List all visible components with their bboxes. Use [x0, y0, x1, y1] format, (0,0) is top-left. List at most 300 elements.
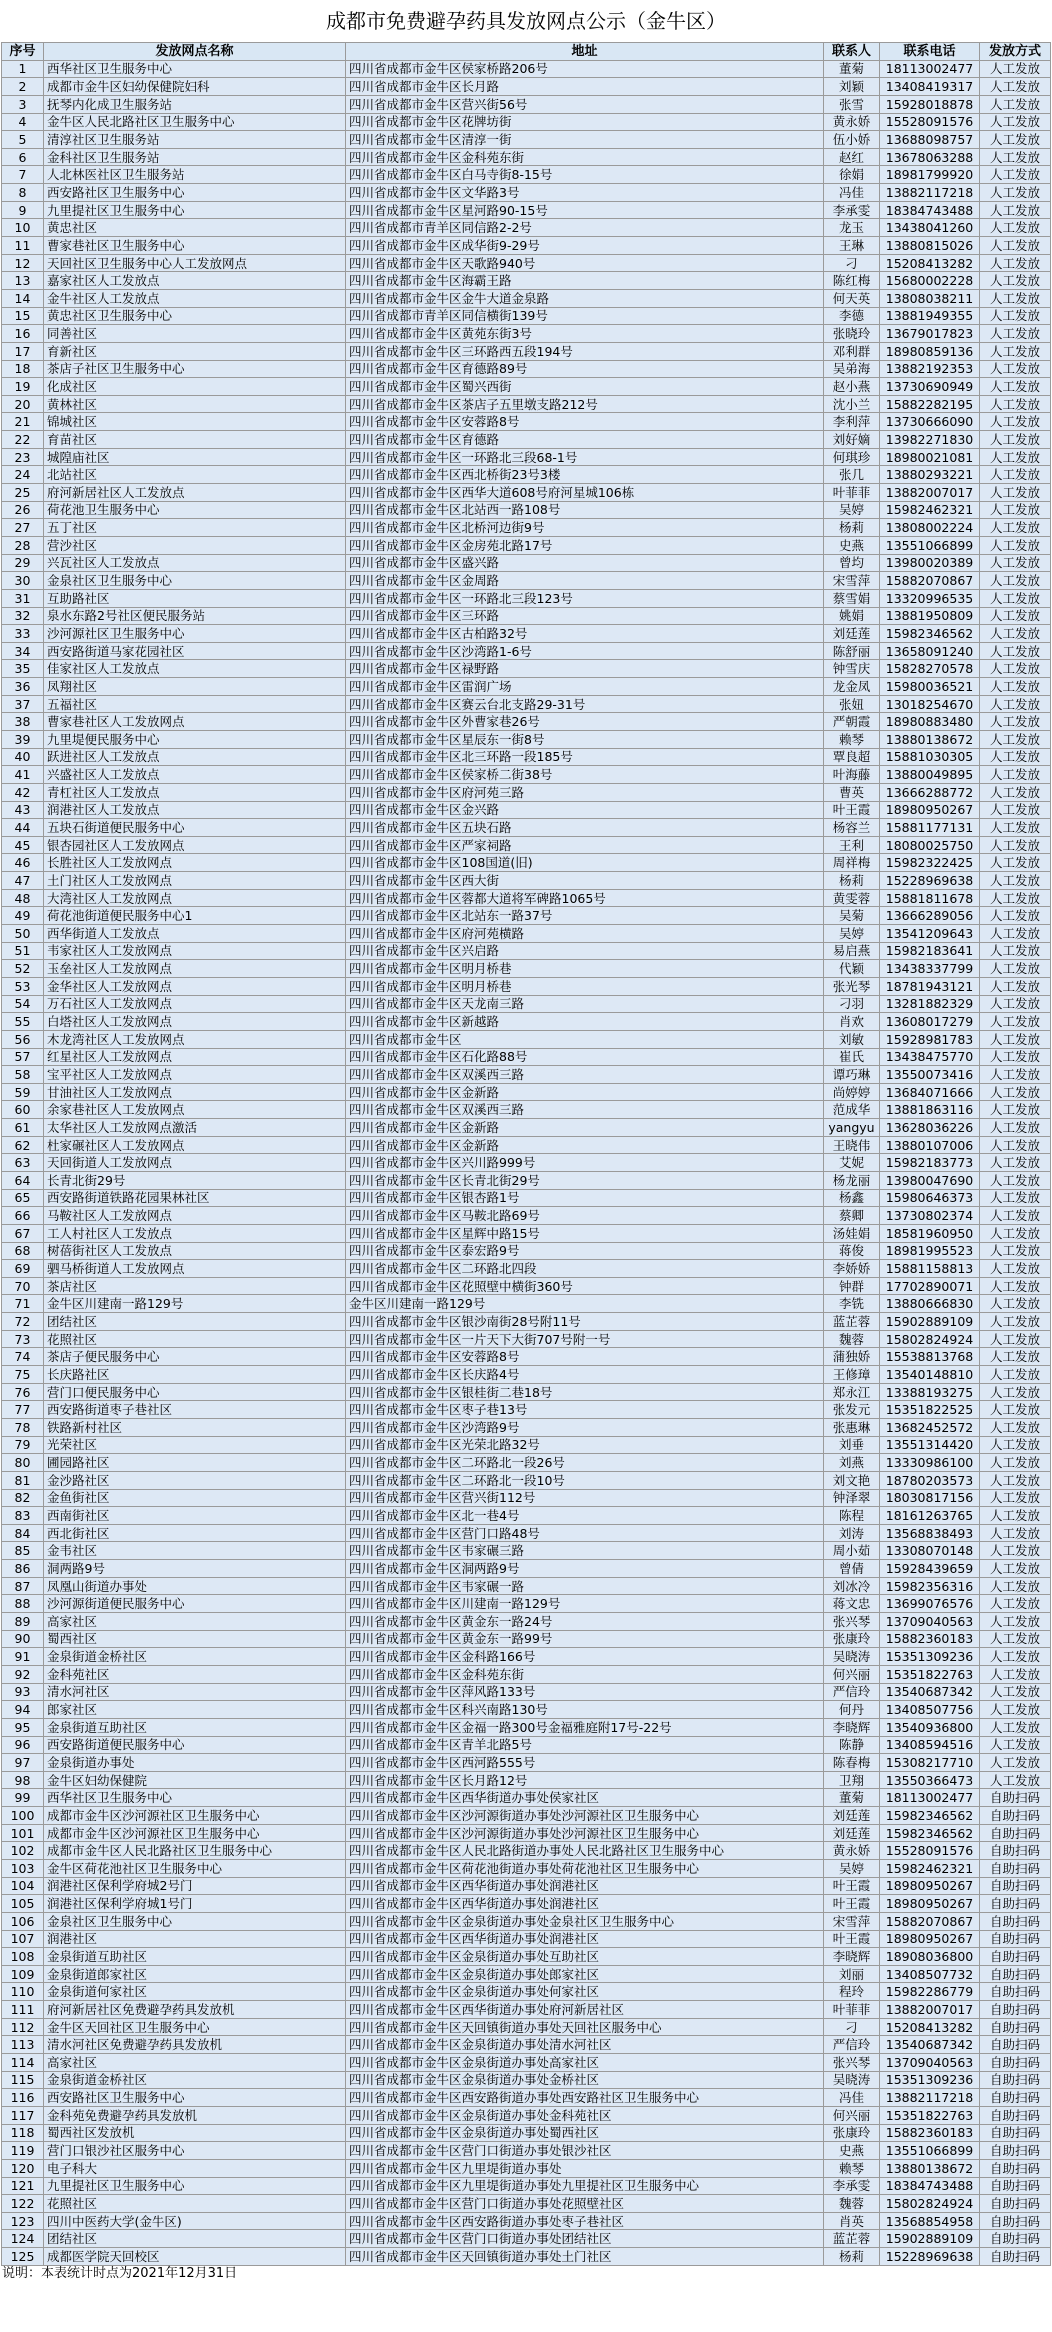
- table-row: [2, 2212, 1051, 2230]
- cell-contact: 何琪珍: [824, 448, 880, 466]
- cell-method: 人工发放: [980, 730, 1051, 748]
- cell-contact: 覃良超: [824, 748, 880, 766]
- cell-phone: 13540148810: [880, 1366, 980, 1384]
- cell-point-name: 茶店子便民服务中心: [44, 1348, 346, 1366]
- cell-index: 27: [2, 519, 44, 537]
- cell-phone: 13808002224: [880, 519, 980, 537]
- cell-phone: 15982462321: [880, 501, 980, 519]
- table-row: [2, 1313, 1051, 1331]
- table-row: [2, 1489, 1051, 1507]
- table-row: [2, 1048, 1051, 1066]
- cell-contact: 冯佳: [824, 2089, 880, 2107]
- cell-address: 四川省成都市青羊区同信路2-2号: [346, 219, 824, 237]
- cell-address: 四川省成都市金牛区三环路: [346, 607, 824, 625]
- cell-index: 99: [2, 1789, 44, 1807]
- table-row: [2, 1912, 1051, 1930]
- cell-phone: 13808038211: [880, 289, 980, 307]
- cell-contact: 伍小娇: [824, 131, 880, 149]
- cell-method: 人工发放: [980, 1613, 1051, 1631]
- cell-address: 四川省成都市金牛区银桂街二巷18号: [346, 1383, 824, 1401]
- table-row: [2, 1366, 1051, 1384]
- table-row: [2, 184, 1051, 202]
- cell-method: 人工发放: [980, 1701, 1051, 1719]
- cell-method: 人工发放: [980, 1154, 1051, 1172]
- cell-contact: 尚婷婷: [824, 1083, 880, 1101]
- cell-phone: 15881811678: [880, 889, 980, 907]
- cell-address: 四川省成都市金牛区西华街道办事处侯家社区: [346, 1789, 824, 1807]
- cell-method: 人工发放: [980, 1277, 1051, 1295]
- cell-point-name: 清水河社区免费避孕药具发放机: [44, 2036, 346, 2054]
- cell-address: 四川省成都市金牛区金科路166号: [346, 1648, 824, 1666]
- table-row: [2, 2054, 1051, 2072]
- cell-contact: 吴晓涛: [824, 1648, 880, 1666]
- cell-method: 人工发放: [980, 801, 1051, 819]
- cell-point-name: 西华街道人工发放点: [44, 925, 346, 943]
- table-row: [2, 148, 1051, 166]
- cell-phone: 15528091576: [880, 113, 980, 131]
- cell-index: 41: [2, 766, 44, 784]
- cell-address: 四川省成都市金牛区韦家碾三路: [346, 1542, 824, 1560]
- cell-contact: 钟雪庆: [824, 660, 880, 678]
- table-row: [2, 554, 1051, 572]
- cell-index: 6: [2, 148, 44, 166]
- cell-contact: 叶菲菲: [824, 484, 880, 502]
- cell-method: 人工发放: [980, 448, 1051, 466]
- cell-contact: 叶王霞: [824, 801, 880, 819]
- table-row: [2, 1013, 1051, 1031]
- cell-method: 人工发放: [980, 836, 1051, 854]
- cell-method: 自助扫码: [980, 2142, 1051, 2160]
- cell-phone: 15980036521: [880, 678, 980, 696]
- table-header-row: [2, 43, 1051, 61]
- cell-method: 人工发放: [980, 378, 1051, 396]
- cell-contact: 刁: [824, 2018, 880, 2036]
- cell-address: 四川省成都市金牛区西安路街道办事处西安路社区卫生服务中心: [346, 2089, 824, 2107]
- cell-contact: 张光琴: [824, 977, 880, 995]
- cell-point-name: 沙河源社区卫生服务中心: [44, 625, 346, 643]
- cell-index: 21: [2, 413, 44, 431]
- cell-address: 四川省成都市金牛区雷润广场: [346, 678, 824, 696]
- table-row: [2, 889, 1051, 907]
- cell-method: 自助扫码: [980, 2054, 1051, 2072]
- cell-index: 75: [2, 1366, 44, 1384]
- cell-address: 四川省成都市金牛区侯家桥二街38号: [346, 766, 824, 784]
- cell-address: 四川省成都市金牛区兴川路999号: [346, 1154, 824, 1172]
- cell-phone: 13438475770: [880, 1048, 980, 1066]
- table-row: [2, 1824, 1051, 1842]
- cell-index: 45: [2, 836, 44, 854]
- cell-contact: 曾倩: [824, 1560, 880, 1578]
- cell-point-name: 韦家社区人工发放网点: [44, 942, 346, 960]
- cell-index: 30: [2, 572, 44, 590]
- cell-phone: 15351822763: [880, 1665, 980, 1683]
- cell-index: 31: [2, 589, 44, 607]
- cell-index: 17: [2, 342, 44, 360]
- cell-method: 自助扫码: [980, 2124, 1051, 2142]
- table-row: [2, 131, 1051, 149]
- cell-phone: 13388193275: [880, 1383, 980, 1401]
- cell-contact: 代颖: [824, 960, 880, 978]
- cell-index: 72: [2, 1313, 44, 1331]
- table-row: [2, 1418, 1051, 1436]
- cell-address: 四川省成都市金牛区川建南一路129号: [346, 1595, 824, 1613]
- cell-index: 63: [2, 1154, 44, 1172]
- cell-address: 四川省成都市金牛区北三环路一段185号: [346, 748, 824, 766]
- cell-contact: 何兴丽: [824, 1665, 880, 1683]
- cell-address: 四川省成都市金牛区天回镇街道办事处土门社区: [346, 2248, 824, 2266]
- cell-contact: 刘丽: [824, 1965, 880, 1983]
- table-row: [2, 272, 1051, 290]
- cell-address: 四川省成都市金牛区赛云台北支路29-31号: [346, 695, 824, 713]
- cell-contact: 黄永娇: [824, 1842, 880, 1860]
- table-row: [2, 589, 1051, 607]
- cell-phone: 18981799920: [880, 166, 980, 184]
- cell-phone: 15902889109: [880, 1313, 980, 1331]
- cell-phone: 13709040563: [880, 2054, 980, 2072]
- cell-phone: 18980883480: [880, 713, 980, 731]
- cell-contact: 沈小兰: [824, 395, 880, 413]
- cell-contact: 吴菊: [824, 907, 880, 925]
- cell-index: 55: [2, 1013, 44, 1031]
- cell-point-name: 高家社区: [44, 2054, 346, 2072]
- cell-point-name: 荷花池街道便民服务中心1: [44, 907, 346, 925]
- cell-contact: 陈程: [824, 1507, 880, 1525]
- cell-index: 84: [2, 1524, 44, 1542]
- table-row: [2, 342, 1051, 360]
- cell-phone: 13628036226: [880, 1119, 980, 1137]
- cell-contact: 宋雪萍: [824, 1912, 880, 1930]
- cell-point-name: 宝平社区人工发放网点: [44, 1066, 346, 1084]
- cell-phone: 13568838493: [880, 1524, 980, 1542]
- cell-phone: 15881177131: [880, 819, 980, 837]
- cell-index: 96: [2, 1736, 44, 1754]
- cell-method: 人工发放: [980, 1683, 1051, 1701]
- cell-point-name: 金泉社区卫生服务中心: [44, 572, 346, 590]
- cell-phone: 13678063288: [880, 148, 980, 166]
- cell-index: 87: [2, 1577, 44, 1595]
- cell-phone: 13666288772: [880, 783, 980, 801]
- table-row: [2, 1295, 1051, 1313]
- cell-point-name: 茶店社区: [44, 1277, 346, 1295]
- cell-phone: 15882360183: [880, 1630, 980, 1648]
- cell-contact: yangyu: [824, 1119, 880, 1137]
- cell-method: 自助扫码: [980, 1807, 1051, 1825]
- cell-point-name: 西安路街道便民服务中心: [44, 1736, 346, 1754]
- cell-phone: 18113002477: [880, 1789, 980, 1807]
- cell-index: 121: [2, 2177, 44, 2195]
- cell-method: 自助扫码: [980, 1965, 1051, 1983]
- cell-method: 人工发放: [980, 1436, 1051, 1454]
- cell-point-name: 甘油社区人工发放网点: [44, 1083, 346, 1101]
- cell-contact: 吴弟海: [824, 360, 880, 378]
- cell-point-name: 西安路街道枣子巷社区: [44, 1401, 346, 1419]
- cell-point-name: 九里堤便民服务中心: [44, 730, 346, 748]
- table-row: [2, 1471, 1051, 1489]
- cell-point-name: 府河新居社区免费避孕药具发放机: [44, 2001, 346, 2019]
- cell-phone: 15982183773: [880, 1154, 980, 1172]
- cell-index: 44: [2, 819, 44, 837]
- cell-index: 36: [2, 678, 44, 696]
- cell-point-name: 金韦社区: [44, 1542, 346, 1560]
- cell-index: 52: [2, 960, 44, 978]
- cell-address: 四川省成都市金牛区石化路88号: [346, 1048, 824, 1066]
- cell-address: 四川省成都市金牛区营门口街道办事处银沙社区: [346, 2142, 824, 2160]
- cell-address: 四川省成都市金牛区成华街9-29号: [346, 237, 824, 255]
- cell-phone: 18980950267: [880, 1930, 980, 1948]
- cell-point-name: 润港社区: [44, 1930, 346, 1948]
- cell-point-name: 抚琴内化成卫生服务站: [44, 95, 346, 113]
- cell-phone: 15928439659: [880, 1560, 980, 1578]
- cell-index: 124: [2, 2230, 44, 2248]
- cell-point-name: 金牛区川建南一路129号: [44, 1295, 346, 1313]
- cell-method: 人工发放: [980, 819, 1051, 837]
- cell-address: 四川省成都市金牛区双溪西三路: [346, 1101, 824, 1119]
- table-row: [2, 977, 1051, 995]
- cell-contact: 张康玲: [824, 2124, 880, 2142]
- cell-index: 119: [2, 2142, 44, 2160]
- cell-point-name: 花照社区: [44, 1330, 346, 1348]
- cell-contact: 王利: [824, 836, 880, 854]
- cell-method: 人工发放: [980, 1136, 1051, 1154]
- cell-index: 70: [2, 1277, 44, 1295]
- cell-point-name: 营门口便民服务中心: [44, 1383, 346, 1401]
- cell-index: 80: [2, 1454, 44, 1472]
- table-row: [2, 1630, 1051, 1648]
- cell-contact: 刘文艳: [824, 1471, 880, 1489]
- cell-point-name: 荷花池卫生服务中心: [44, 501, 346, 519]
- cell-phone: 15982286779: [880, 1983, 980, 2001]
- cell-method: 人工发放: [980, 872, 1051, 890]
- cell-method: 人工发放: [980, 589, 1051, 607]
- table-row: [2, 1119, 1051, 1137]
- cell-phone: 13679017823: [880, 325, 980, 343]
- table-row: [2, 625, 1051, 643]
- cell-contact: 张雪: [824, 95, 880, 113]
- cell-contact: 赵红: [824, 148, 880, 166]
- cell-point-name: 成都市金牛区沙河源社区卫生服务中心: [44, 1824, 346, 1842]
- table-row: [2, 2001, 1051, 2019]
- table-row: [2, 254, 1051, 272]
- table-row: [2, 1507, 1051, 1525]
- cell-method: 人工发放: [980, 960, 1051, 978]
- cell-phone: 18113002477: [880, 60, 980, 78]
- cell-index: 9: [2, 201, 44, 219]
- cell-address: 四川省成都市金牛区北桥河边街9号: [346, 519, 824, 537]
- table-row: [2, 748, 1051, 766]
- table-row: [2, 1224, 1051, 1242]
- cell-method: 人工发放: [980, 166, 1051, 184]
- cell-phone: 13018254670: [880, 695, 980, 713]
- cell-index: 114: [2, 2054, 44, 2072]
- cell-address: 四川省成都市金牛区银杏路1号: [346, 1189, 824, 1207]
- cell-method: 人工发放: [980, 95, 1051, 113]
- cell-index: 19: [2, 378, 44, 396]
- cell-address: 四川省成都市金牛区一环路北三段68-1号: [346, 448, 824, 466]
- cell-contact: 杨莉: [824, 872, 880, 890]
- table-row: [2, 783, 1051, 801]
- cell-point-name: 互助路社区: [44, 589, 346, 607]
- cell-contact: 赖琴: [824, 730, 880, 748]
- cell-address: 四川省成都市金牛区马鞍北路69号: [346, 1207, 824, 1225]
- cell-contact: 李晓辉: [824, 1948, 880, 1966]
- cell-index: 74: [2, 1348, 44, 1366]
- cell-phone: 13880815026: [880, 237, 980, 255]
- cell-point-name: 凤翔社区: [44, 678, 346, 696]
- cell-index: 4: [2, 113, 44, 131]
- cell-phone: 13882117218: [880, 2089, 980, 2107]
- cell-method: 自助扫码: [980, 2089, 1051, 2107]
- cell-address: 四川省成都市金牛区长月路12号: [346, 1771, 824, 1789]
- cell-phone: 13880138672: [880, 2159, 980, 2177]
- cell-point-name: 金泉街道办事处: [44, 1754, 346, 1772]
- cell-method: 人工发放: [980, 1295, 1051, 1313]
- cell-phone: 18980950267: [880, 801, 980, 819]
- cell-phone: 13281882329: [880, 995, 980, 1013]
- cell-method: 人工发放: [980, 131, 1051, 149]
- cell-method: 自助扫码: [980, 2212, 1051, 2230]
- cell-address: 四川省成都市金牛区白马寺街8-15号: [346, 166, 824, 184]
- cell-point-name: 成都市金牛区沙河源社区卫生服务中心: [44, 1807, 346, 1825]
- cell-phone: 15882360183: [880, 2124, 980, 2142]
- cell-address: 四川省成都市金牛区营兴街56号: [346, 95, 824, 113]
- cell-index: 88: [2, 1595, 44, 1613]
- cell-method: 人工发放: [980, 113, 1051, 131]
- cell-index: 103: [2, 1859, 44, 1877]
- table-row: [2, 219, 1051, 237]
- table-row: [2, 1136, 1051, 1154]
- table-row: [2, 1648, 1051, 1666]
- cell-phone: 13540936800: [880, 1718, 980, 1736]
- cell-point-name: 清水河社区: [44, 1683, 346, 1701]
- cell-phone: 15802824924: [880, 1330, 980, 1348]
- cell-address: 四川省成都市金牛区安蓉路8号: [346, 1348, 824, 1366]
- cell-point-name: 西北街社区: [44, 1524, 346, 1542]
- cell-contact: 李德: [824, 307, 880, 325]
- cell-index: 46: [2, 854, 44, 872]
- cell-address: 四川省成都市金牛区银沙南街28号附11号: [346, 1313, 824, 1331]
- cell-phone: 18161263765: [880, 1507, 980, 1525]
- cell-point-name: 杜家碾社区人工发放网点: [44, 1136, 346, 1154]
- cell-index: 24: [2, 466, 44, 484]
- cell-index: 109: [2, 1965, 44, 1983]
- cell-method: 人工发放: [980, 1401, 1051, 1419]
- table-row: [2, 1895, 1051, 1913]
- header-address: 地址: [346, 43, 824, 61]
- cell-address: 四川省成都市金牛区蓉都大道将军碑路1065号: [346, 889, 824, 907]
- cell-phone: 13730690949: [880, 378, 980, 396]
- cell-contact: 严信玲: [824, 1683, 880, 1701]
- cell-method: 人工发放: [980, 1101, 1051, 1119]
- cell-point-name: 圃园路社区: [44, 1454, 346, 1472]
- cell-phone: 18581960950: [880, 1224, 980, 1242]
- table-row: [2, 1172, 1051, 1190]
- cell-method: 人工发放: [980, 925, 1051, 943]
- cell-index: 35: [2, 660, 44, 678]
- table-row: [2, 1383, 1051, 1401]
- cell-point-name: 玉垒社区人工发放网点: [44, 960, 346, 978]
- cell-index: 116: [2, 2089, 44, 2107]
- cell-address: 四川省成都市金牛区天龙南三路: [346, 995, 824, 1013]
- cell-contact: 刘廷莲: [824, 1807, 880, 1825]
- cell-index: 86: [2, 1560, 44, 1578]
- cell-contact: 赵小燕: [824, 378, 880, 396]
- cell-address: 四川省成都市金牛区一片天下大街707号附一号: [346, 1330, 824, 1348]
- cell-method: 人工发放: [980, 148, 1051, 166]
- table-row: [2, 766, 1051, 784]
- cell-address: 四川省成都市金牛区营门口路48号: [346, 1524, 824, 1542]
- cell-address: 四川省成都市金牛区西华街道办事处润港社区: [346, 1895, 824, 1913]
- cell-address: 四川省成都市金牛区兴启路: [346, 942, 824, 960]
- cell-phone: 13980047690: [880, 1172, 980, 1190]
- table-row: [2, 201, 1051, 219]
- cell-index: 61: [2, 1119, 44, 1137]
- cell-index: 56: [2, 1030, 44, 1048]
- cell-method: 自助扫码: [980, 1824, 1051, 1842]
- cell-index: 18: [2, 360, 44, 378]
- cell-index: 110: [2, 1983, 44, 2001]
- cell-index: 32: [2, 607, 44, 625]
- cell-index: 48: [2, 889, 44, 907]
- cell-point-name: 光荣社区: [44, 1436, 346, 1454]
- cell-address: 四川省成都市金牛区金泉街道办事处金泉社区卫生服务中心: [346, 1912, 824, 1930]
- cell-contact: 姚娟: [824, 607, 880, 625]
- table-row: [2, 289, 1051, 307]
- cell-address: 四川省成都市金牛区九里堤街道办事处: [346, 2159, 824, 2177]
- cell-point-name: 金沙路社区: [44, 1471, 346, 1489]
- cell-method: 人工发放: [980, 1754, 1051, 1772]
- cell-contact: 张康玲: [824, 1630, 880, 1648]
- cell-point-name: 成都医学院天回校区: [44, 2248, 346, 2266]
- cell-address: 四川省成都市金牛区禄野路: [346, 660, 824, 678]
- cell-contact: 吴婷: [824, 501, 880, 519]
- cell-phone: 13880293221: [880, 466, 980, 484]
- cell-point-name: 黄忠社区: [44, 219, 346, 237]
- cell-index: 58: [2, 1066, 44, 1084]
- table-row: [2, 1595, 1051, 1613]
- cell-index: 118: [2, 2124, 44, 2142]
- cell-contact: 李利萍: [824, 413, 880, 431]
- cell-address: 四川省成都市金牛区新越路: [346, 1013, 824, 1031]
- cell-contact: 叶海藤: [824, 766, 880, 784]
- cell-index: 28: [2, 536, 44, 554]
- table-row: [2, 113, 1051, 131]
- cell-address: 四川省成都市金牛区泰宏路9号: [346, 1242, 824, 1260]
- cell-address: 四川省成都市金牛区营门口街道办事处花照壁社区: [346, 2195, 824, 2213]
- cell-contact: 李承雯: [824, 201, 880, 219]
- cell-address: 四川省成都市金牛区西安路街道办事处枣子巷社区: [346, 2212, 824, 2230]
- cell-method: 人工发放: [980, 60, 1051, 78]
- cell-index: 123: [2, 2212, 44, 2230]
- table-row: [2, 1330, 1051, 1348]
- cell-phone: 13550073416: [880, 1066, 980, 1084]
- cell-contact: 谭巧琳: [824, 1066, 880, 1084]
- cell-address: 四川省成都市金牛区黄苑东街3号: [346, 325, 824, 343]
- cell-contact: 叶王霞: [824, 1895, 880, 1913]
- table-row: [2, 678, 1051, 696]
- cell-point-name: 金牛区天回社区卫生服务中心: [44, 2018, 346, 2036]
- cell-point-name: 润港社区保利学府城1号门: [44, 1895, 346, 1913]
- cell-address: 四川省成都市金牛区侯家桥路206号: [346, 60, 824, 78]
- cell-index: 111: [2, 2001, 44, 2019]
- cell-method: 人工发放: [980, 413, 1051, 431]
- cell-method: 人工发放: [980, 942, 1051, 960]
- cell-point-name: 金泉社区卫生服务中心: [44, 1912, 346, 1930]
- cell-address: 四川省成都市金牛区北站西一路108号: [346, 501, 824, 519]
- cell-point-name: 兴盛社区人工发放点: [44, 766, 346, 784]
- cell-contact: 徐娟: [824, 166, 880, 184]
- cell-point-name: 大湾社区人工发放网点: [44, 889, 346, 907]
- cell-point-name: 四川中医药大学(金牛区): [44, 2212, 346, 2230]
